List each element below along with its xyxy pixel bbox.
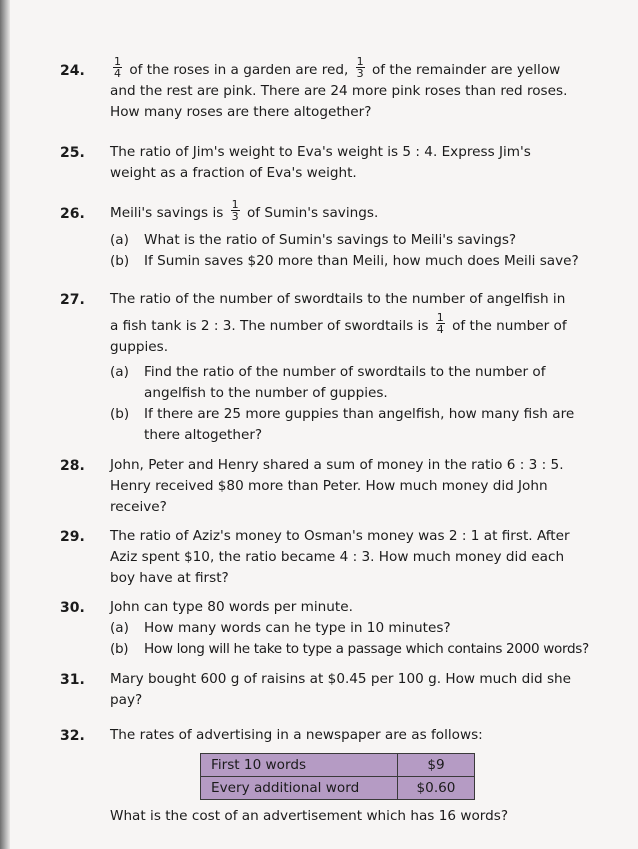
sub-question-a: (a) What is the ratio of Sumin's savings to Meili's savings? — [110, 232, 517, 248]
fraction: $\frac{1}{3}$ — [231, 197, 239, 223]
table-cell-item: Every additional word — [201, 777, 398, 800]
text-line: What is the cost of an advertisement which has 16 words? — [110, 808, 509, 824]
question-number: 32. — [60, 728, 85, 744]
text-line: pay? — [110, 692, 143, 708]
table-cell-price: $0.60 — [398, 777, 475, 800]
text-line: The ratio of Aziz's money to Osman's money was 2 : 1 at first. After — [110, 528, 570, 544]
table-row — [201, 754, 475, 777]
text-line: Mary bought 600 g of raisins at $0.45 per 100 g. How much did she — [110, 671, 572, 687]
advertising-rates-table — [200, 753, 475, 800]
table-cell-item: First 10 words — [201, 754, 398, 777]
text-line: John can type 80 words per minute. — [110, 599, 353, 615]
question-text — [110, 455, 610, 518]
question-text — [110, 725, 610, 746]
question-number: 24. — [60, 63, 85, 79]
text-line: How many roses are there altogether? — [110, 104, 372, 120]
text-line: receive? — [110, 499, 167, 515]
question-number: 29. — [60, 529, 85, 545]
question-text — [110, 526, 610, 589]
question-text — [110, 54, 610, 123]
fraction: $\frac{1}{4}$ — [436, 310, 444, 336]
question-number: 26. — [60, 206, 85, 222]
text-line: $\frac{1}{4}$ of the roses in a garden are red, $\frac{1}{3}$ of the remainder are yellow — [114, 54, 561, 80]
question-32-closing — [110, 806, 610, 827]
text-line: boy have at first? — [110, 570, 229, 586]
sub-question-b: (b) If there are 25 more guppies than angelfish, how many fish are there altogether? — [110, 406, 575, 443]
sub-question-b: (b) If Sumin saves $20 more than Meili, how much does Meili save? — [110, 253, 579, 269]
text-line: The rates of advertising in a newspaper are as follows: — [110, 727, 483, 743]
table-cell-price: $9 — [398, 754, 475, 777]
text-line: a fish tank is 2 : 3. The number of swordtails is $\frac{1}{4}$ of the number of — [110, 310, 567, 336]
fraction: $\frac{1}{3}$ — [356, 54, 364, 80]
text-line: guppies. — [110, 339, 169, 355]
text-line: Henry received $80 more than Peter. How much money did John — [110, 478, 548, 494]
question-number: 25. — [60, 145, 85, 161]
question-text — [110, 197, 610, 272]
text-line: Meili's savings is $\frac{1}{3}$ of Sumin's savings. — [110, 197, 379, 223]
question-number: 28. — [60, 458, 85, 474]
sub-question-a: (a) How many words can he type in 10 minutes? — [110, 620, 451, 636]
sub-question-b: (b) How long will he take to type a passage which contains 2000 words? — [110, 641, 589, 657]
text-line: weight as a fraction of Eva's weight. — [110, 165, 357, 181]
question-text — [110, 289, 610, 446]
table-row — [201, 777, 475, 800]
fraction: $\frac{1}{4}$ — [114, 54, 121, 80]
question-number: 27. — [60, 292, 85, 308]
text-line: Aziz spent $10, the ratio became 4 : 3. How much money did each — [110, 549, 565, 565]
question-text — [110, 597, 610, 660]
text-line: The ratio of Jim's weight to Eva's weight is 5 : 4. Express Jim's — [110, 144, 531, 160]
question-text — [110, 142, 610, 184]
text-line: John, Peter and Henry shared a sum of money in the ratio 6 : 3 : 5. — [110, 457, 564, 473]
sub-question-a: (a) Find the ratio of the number of swordtails to the number of angelfish to the number of guppies. — [110, 364, 546, 401]
question-number: 31. — [60, 672, 85, 688]
question-number: 30. — [60, 600, 85, 616]
text-line: and the rest are pink. There are 24 more pink roses than red roses. — [110, 83, 568, 99]
question-text — [110, 669, 610, 711]
text-line: The ratio of the number of swordtails to the number of angelfish in — [110, 291, 566, 307]
